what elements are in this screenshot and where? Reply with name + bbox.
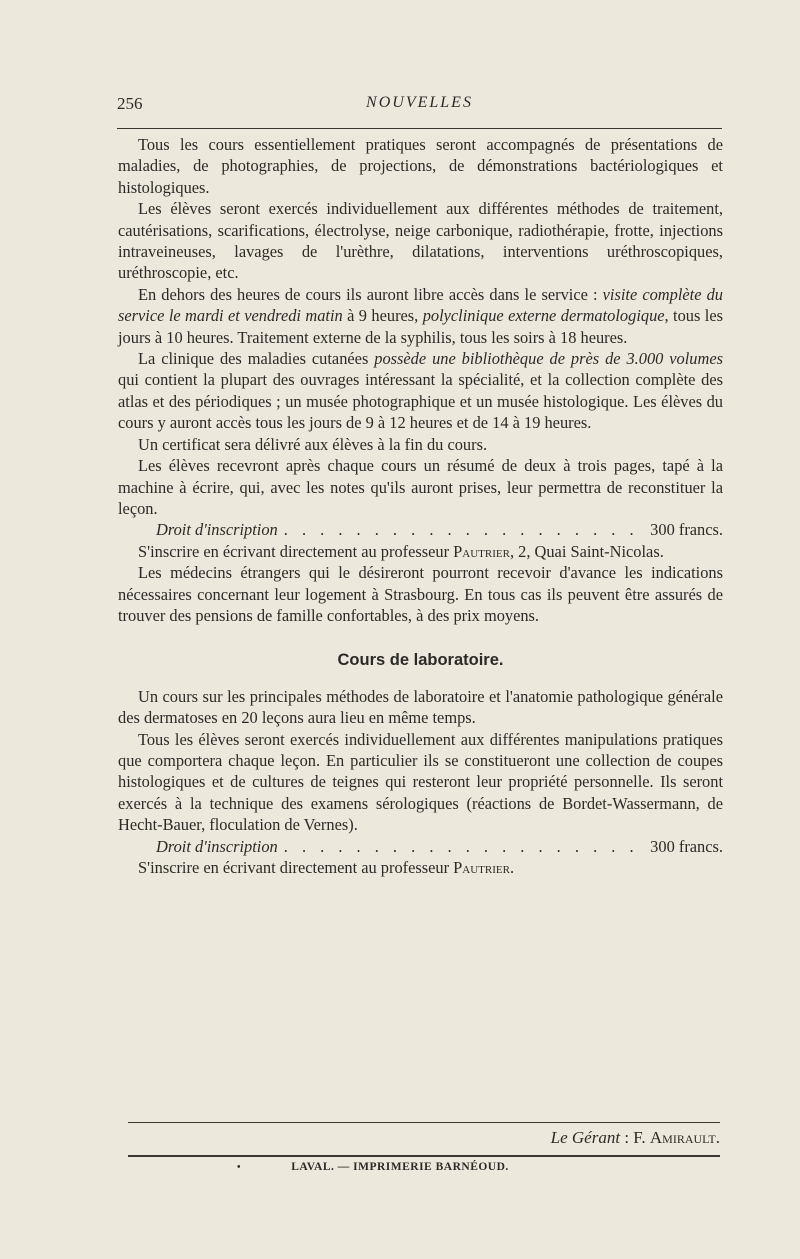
paragraph-register-1: [118, 541, 723, 562]
section-title-laboratory: Cours de laboratoire.: [337, 651, 504, 670]
printer-imprint-text: LAVAL. — IMPRIMERIE BARNÉOUD.: [291, 1161, 509, 1173]
paragraph-lab-course: Un cours sur les principales méthodes de laboratoire et l'anatomie pathologique générale des dermatoses en 20 leçons aura lieu en même temps.: [118, 686, 723, 728]
bullet-icon: •: [237, 1162, 242, 1173]
library-text-1: La clinique des maladies cutanées: [138, 349, 375, 369]
fee-1-amount: 300 francs.: [650, 520, 723, 540]
paragraph-foreign-doctors: Les médecins étrangers qui le désireront pourront recevoir d'avance les indications nécessaires concernant leur logement à Strasbourg. En tous cas ils peuvent être assurés de trouver des pensions de famille confortables, à des prix moyens.: [118, 563, 723, 625]
paragraph-register-2: [118, 857, 723, 878]
fee-2-label: Droit d'inscription: [156, 836, 278, 856]
register-1-text: S'inscrire en écrivant directement au professeur: [138, 541, 454, 561]
access-text-1: En dehors des heures de cours ils auront libre accès dans le service :: [138, 284, 603, 304]
paragraph-lab-exercises: Tous les élèves seront exercés individuellement aux différentes manipulations pratiques que comportera chaque leçon. En particulier ils se constitueront une collection de coupes histologiques et de cultures de teignes qui resteront leur propriété personnelle. Ils seront exercés à la technique des examens sérologiques (réactions de Bordet-Wassermann, de Hecht-Bauer, floculation de Vernes).: [118, 729, 723, 835]
paragraph-courses: Tous les cours essentiellement pratiques seront accompagnés de présentations de maladies, de photographies, de projections, de démonstrations bactériologiques et histologiques.: [118, 135, 723, 197]
gerant-name: Amirault.: [649, 1128, 720, 1147]
library-italic: possède une bibliothèque de près de 3.000 volumes: [374, 349, 723, 369]
fee-line-2: [118, 836, 723, 857]
header-rule: [117, 128, 722, 129]
gerant-line: [551, 1128, 720, 1148]
paragraph-summary: Les élèves recevront après chaque cours un résumé de deux à trois pages, tapé à la machine à écrire, qui, avec les notes qu'ils auront prises, leur permettra de reconstituer la leçon.: [118, 456, 723, 518]
fee-2-leader-dots: . . . . . . . . . . . . . . . . . . . .: [283, 836, 639, 856]
paragraph-exercises: Les élèves seront exercés individuellement aux différentes méthodes de traitement, cautérisations, scarifications, électrolyse, neige carbonique, radiothérapie, frotte, injections intraveineuses, lavages de l'urèthre, dilatations, interventions uréthroscopiques, uréthroscopie, etc.: [118, 199, 723, 283]
article-body: [118, 134, 723, 878]
running-header: [117, 94, 722, 118]
register-2-text: S'inscrire en écrivant directement au professeur: [138, 858, 454, 877]
paragraph-certificate: Un certificat sera délivré aux élèves à la fin du cours.: [138, 434, 488, 454]
fee-1-leader-dots: . . . . . . . . . . . . . . . . . . . .: [283, 520, 639, 540]
printer-imprint: [0, 1161, 800, 1173]
paragraph-access: [118, 284, 723, 348]
register-1-address: , 2, Quai Saint-Nicolas.: [509, 541, 664, 561]
running-title: NOUVELLES: [366, 94, 473, 111]
footer-rule-top: [128, 1122, 720, 1123]
access-text-2: à 9 heures,: [342, 306, 423, 326]
paragraph-library: [118, 348, 723, 434]
footer-rule-bottom: [128, 1155, 720, 1157]
page-number: 256: [117, 94, 143, 113]
library-text-2: qui contient la plupart des ouvrages intéressant la spécialité, et la collection complète des atlas et des périodiques ; un musée photographique et un musée histologique. Les élèves du cours y auront accès tous les jours de 9 à 12 heures et de 14 à 19 heures.: [118, 370, 723, 433]
gerant-separator: : F.: [620, 1128, 650, 1147]
register-2-end: .: [509, 858, 515, 877]
fee-1-label: Droit d'inscription: [156, 520, 278, 540]
register-2-professor: Pautrier: [453, 858, 510, 877]
access-polyclinic-italic: polyclinique externe dermatologique: [422, 306, 665, 326]
fee-line-1: [118, 519, 723, 540]
fee-2-amount: 300 francs.: [650, 836, 723, 856]
gerant-label: Le Gérant: [550, 1128, 621, 1147]
register-1-professor: Pautrier: [453, 541, 510, 561]
access-text-3: , tous les jours à 10 heures. Traitement externe de la syphilis, tous les soirs à 18 heures.: [118, 306, 723, 347]
access-visit-italic: visite complète du service le mardi et vendredi matin: [118, 284, 723, 326]
